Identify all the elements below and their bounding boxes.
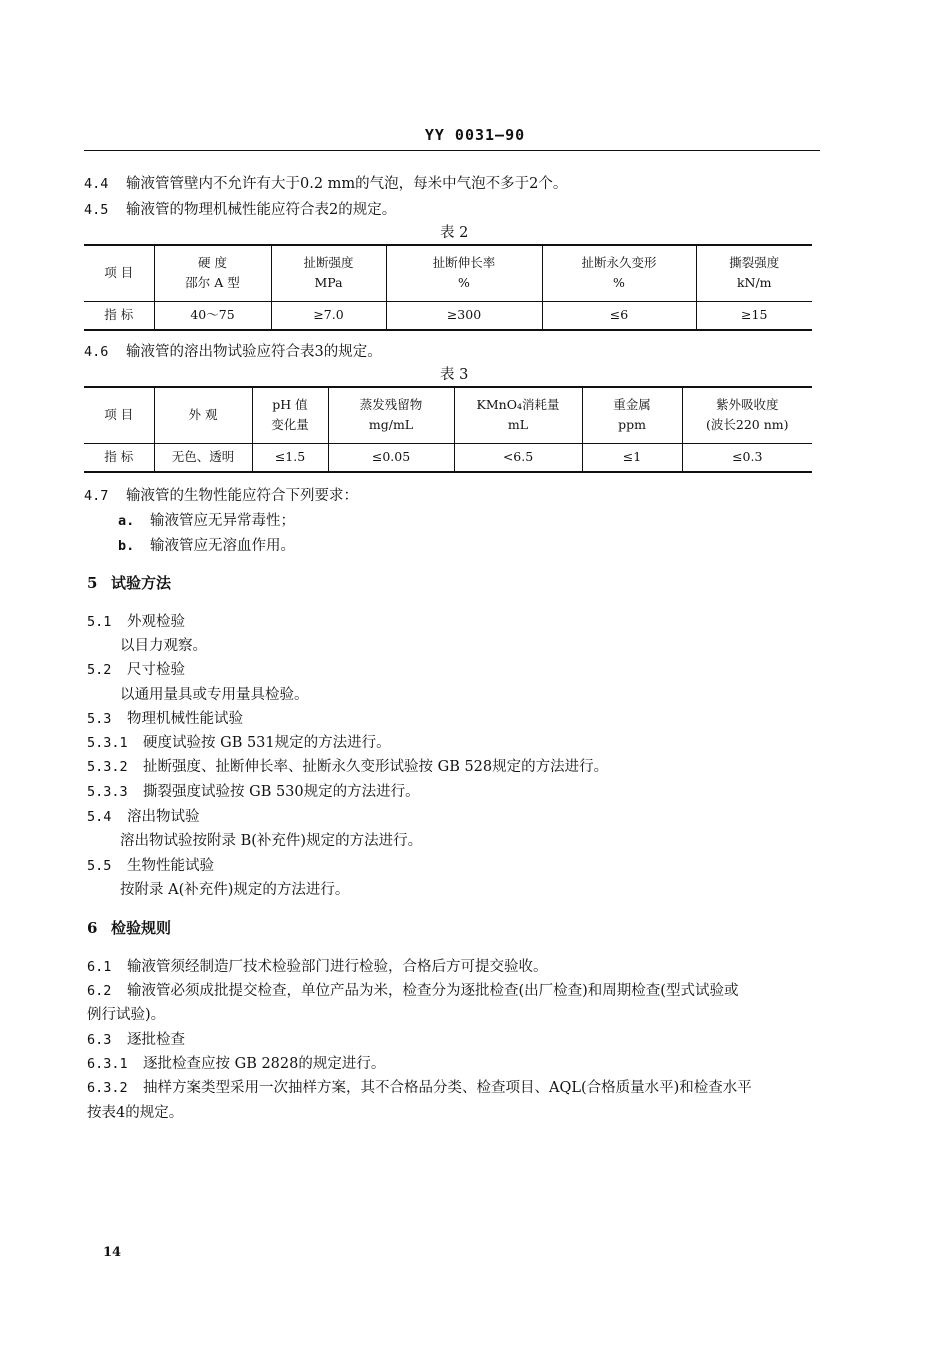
clause-number: 4.6 <box>84 344 109 360</box>
clause-5-5-body: 按附录 A(补充件)规定的方法进行。 <box>120 882 350 898</box>
clause-text: 溶出物试验 <box>127 809 200 825</box>
table2-header-row <box>84 245 812 301</box>
section-number: 5 <box>87 574 98 592</box>
clause-text: 输液管必须成批提交检查，单位产品为米，检查分为逐批检查(出厂检查)和周期检查(型式试验或 <box>127 983 739 999</box>
clause-text: 逐批检查 <box>127 1032 185 1048</box>
table3-header-cell: 紫外吸收度 (波长220 nm) <box>682 387 812 443</box>
clause-text: 抽样方案类型采用一次抽样方案，其不合格品分类、检查项目、AQL(合格质量水平)和检查水平 <box>143 1080 752 1096</box>
clause-6-1 <box>87 955 548 976</box>
clause-4-7 <box>84 484 358 505</box>
table3-header-row <box>84 387 812 443</box>
table3-cell: ≤1.5 <box>252 443 328 472</box>
clause-4-7-b <box>118 534 295 555</box>
clause-6-3-2 <box>87 1076 752 1097</box>
table2-header-cell: 扯断伸长率 % <box>386 245 542 301</box>
clause-5-2 <box>87 658 185 679</box>
table3-data-row <box>84 443 812 472</box>
table2-cell: ≥7.0 <box>271 301 386 330</box>
header-rule <box>84 150 820 151</box>
clause-5-2-body: 以通用量具或专用量具检验。 <box>120 687 309 703</box>
table-3 <box>84 386 812 473</box>
table2-header-cell: 硬 度 邵尔 A 型 <box>154 245 271 301</box>
clause-number: 6.3.2 <box>87 1080 128 1096</box>
clause-number: 6.1 <box>87 959 112 975</box>
clause-4-6 <box>84 340 382 361</box>
clause-text: 输液管管壁内不允许有大于0.2 mm的气泡，每米中气泡不多于2个。 <box>126 176 568 192</box>
section-text: 检验规则 <box>111 919 172 937</box>
section-6-title <box>87 917 171 938</box>
clause-5-3 <box>87 707 243 728</box>
clause-text: 生物性能试验 <box>127 858 214 874</box>
table3-caption: 表 3 <box>440 367 469 383</box>
clause-5-1-body: 以目力观察。 <box>120 638 207 654</box>
clause-number: 4.5 <box>84 202 109 218</box>
table3-header-cell: pH 值 变化量 <box>252 387 328 443</box>
clause-text: 撕裂强度试验按 GB 530规定的方法进行。 <box>143 784 420 800</box>
clause-text: 输液管的溶出物试验应符合表3的规定。 <box>126 344 382 360</box>
clause-5-4 <box>87 805 200 826</box>
clause-text: 输液管的物理机械性能应符合表2的规定。 <box>126 202 397 218</box>
clause-number: 6.3.1 <box>87 1056 128 1072</box>
clause-4-5 <box>84 198 396 219</box>
table3-header-cell: KMnO₄消耗量 mL <box>454 387 582 443</box>
clause-number: 4.7 <box>84 488 109 504</box>
clause-text: 外观检验 <box>127 614 185 630</box>
table2-cell: ≤6 <box>542 301 696 330</box>
clause-6-3 <box>87 1028 185 1049</box>
clause-text: 尺寸检验 <box>127 662 185 678</box>
clause-4-4 <box>84 172 567 193</box>
clause-number: 5.5 <box>87 858 112 874</box>
clause-number: 6.2 <box>87 983 112 999</box>
clause-text: 物理机械性能试验 <box>127 711 243 727</box>
clause-5-3-2 <box>87 755 608 776</box>
clause-number: 4.4 <box>84 176 109 192</box>
clause-number: 5.3.3 <box>87 784 128 800</box>
clause-number: 5.3.2 <box>87 759 128 775</box>
clause-6-2-continued: 例行试验)。 <box>87 1007 166 1023</box>
clause-text: 输液管应无异常毒性； <box>150 513 295 529</box>
clause-6-2 <box>87 979 738 1000</box>
table2-data-row <box>84 301 812 330</box>
clause-number: 5.3.1 <box>87 735 128 751</box>
clause-4-7-a <box>118 509 295 530</box>
section-text: 试验方法 <box>111 574 172 592</box>
table3-header-cell: 蒸发残留物 mg/mL <box>328 387 454 443</box>
clause-5-1 <box>87 610 185 631</box>
table3-cell: ≤1 <box>582 443 682 472</box>
table3-cell: <6.5 <box>454 443 582 472</box>
clause-text: 输液管的生物性能应符合下列要求： <box>126 488 358 504</box>
table2-header-cell: 撕裂强度 kN/m <box>696 245 812 301</box>
table3-cell: ≤0.3 <box>682 443 812 472</box>
page-number: 14 <box>103 1245 122 1260</box>
table3-header-cell: 外 观 <box>154 387 252 443</box>
table2-header-cell: 扯断强度 MPa <box>271 245 386 301</box>
clause-number: 5.1 <box>87 614 112 630</box>
clause-number: 5.4 <box>87 809 112 825</box>
clause-number: 5.3 <box>87 711 112 727</box>
table2-cell: ≥300 <box>386 301 542 330</box>
clause-5-3-1 <box>87 731 391 752</box>
clause-text: 逐批检查应按 GB 2828的规定进行。 <box>143 1056 386 1072</box>
section-5-title <box>87 572 171 593</box>
clause-5-5 <box>87 854 214 875</box>
clause-6-3-2-continued: 按表4的规定。 <box>87 1105 184 1121</box>
clause-number: 6.3 <box>87 1032 112 1048</box>
clause-text: 扯断强度、扯断伸长率、扯断永久变形试验按 GB 528规定的方法进行。 <box>143 759 609 775</box>
clause-text: 硬度试验按 GB 531规定的方法进行。 <box>143 735 391 751</box>
standard-code: YY 0031—90 <box>424 126 526 144</box>
table2-header-cell: 扯断永久变形 % <box>542 245 696 301</box>
table2-caption: 表 2 <box>440 225 469 241</box>
table-2 <box>84 244 812 331</box>
table2-header-cell: 项 目 <box>84 245 154 301</box>
item-letter: b. <box>118 538 135 554</box>
table3-cell: 无色、透明 <box>154 443 252 472</box>
clause-text: 输液管须经制造厂技术检验部门进行检验，合格后方可提交验收。 <box>127 959 548 975</box>
table3-header-cell: 重金属 ppm <box>582 387 682 443</box>
clause-number: 5.2 <box>87 662 112 678</box>
table3-header-cell: 项 目 <box>84 387 154 443</box>
table2-cell: 指 标 <box>84 301 154 330</box>
section-number: 6 <box>87 919 98 937</box>
item-letter: a. <box>118 513 135 529</box>
clause-5-3-3 <box>87 780 420 801</box>
table2-cell: ≥15 <box>696 301 812 330</box>
clause-6-3-1 <box>87 1052 385 1073</box>
table3-cell: 指 标 <box>84 443 154 472</box>
clause-5-4-body: 溶出物试验按附录 B(补充件)规定的方法进行。 <box>120 833 423 849</box>
table2-cell: 40～75 <box>154 301 271 330</box>
table3-cell: ≤0.05 <box>328 443 454 472</box>
clause-text: 输液管应无溶血作用。 <box>150 538 295 554</box>
